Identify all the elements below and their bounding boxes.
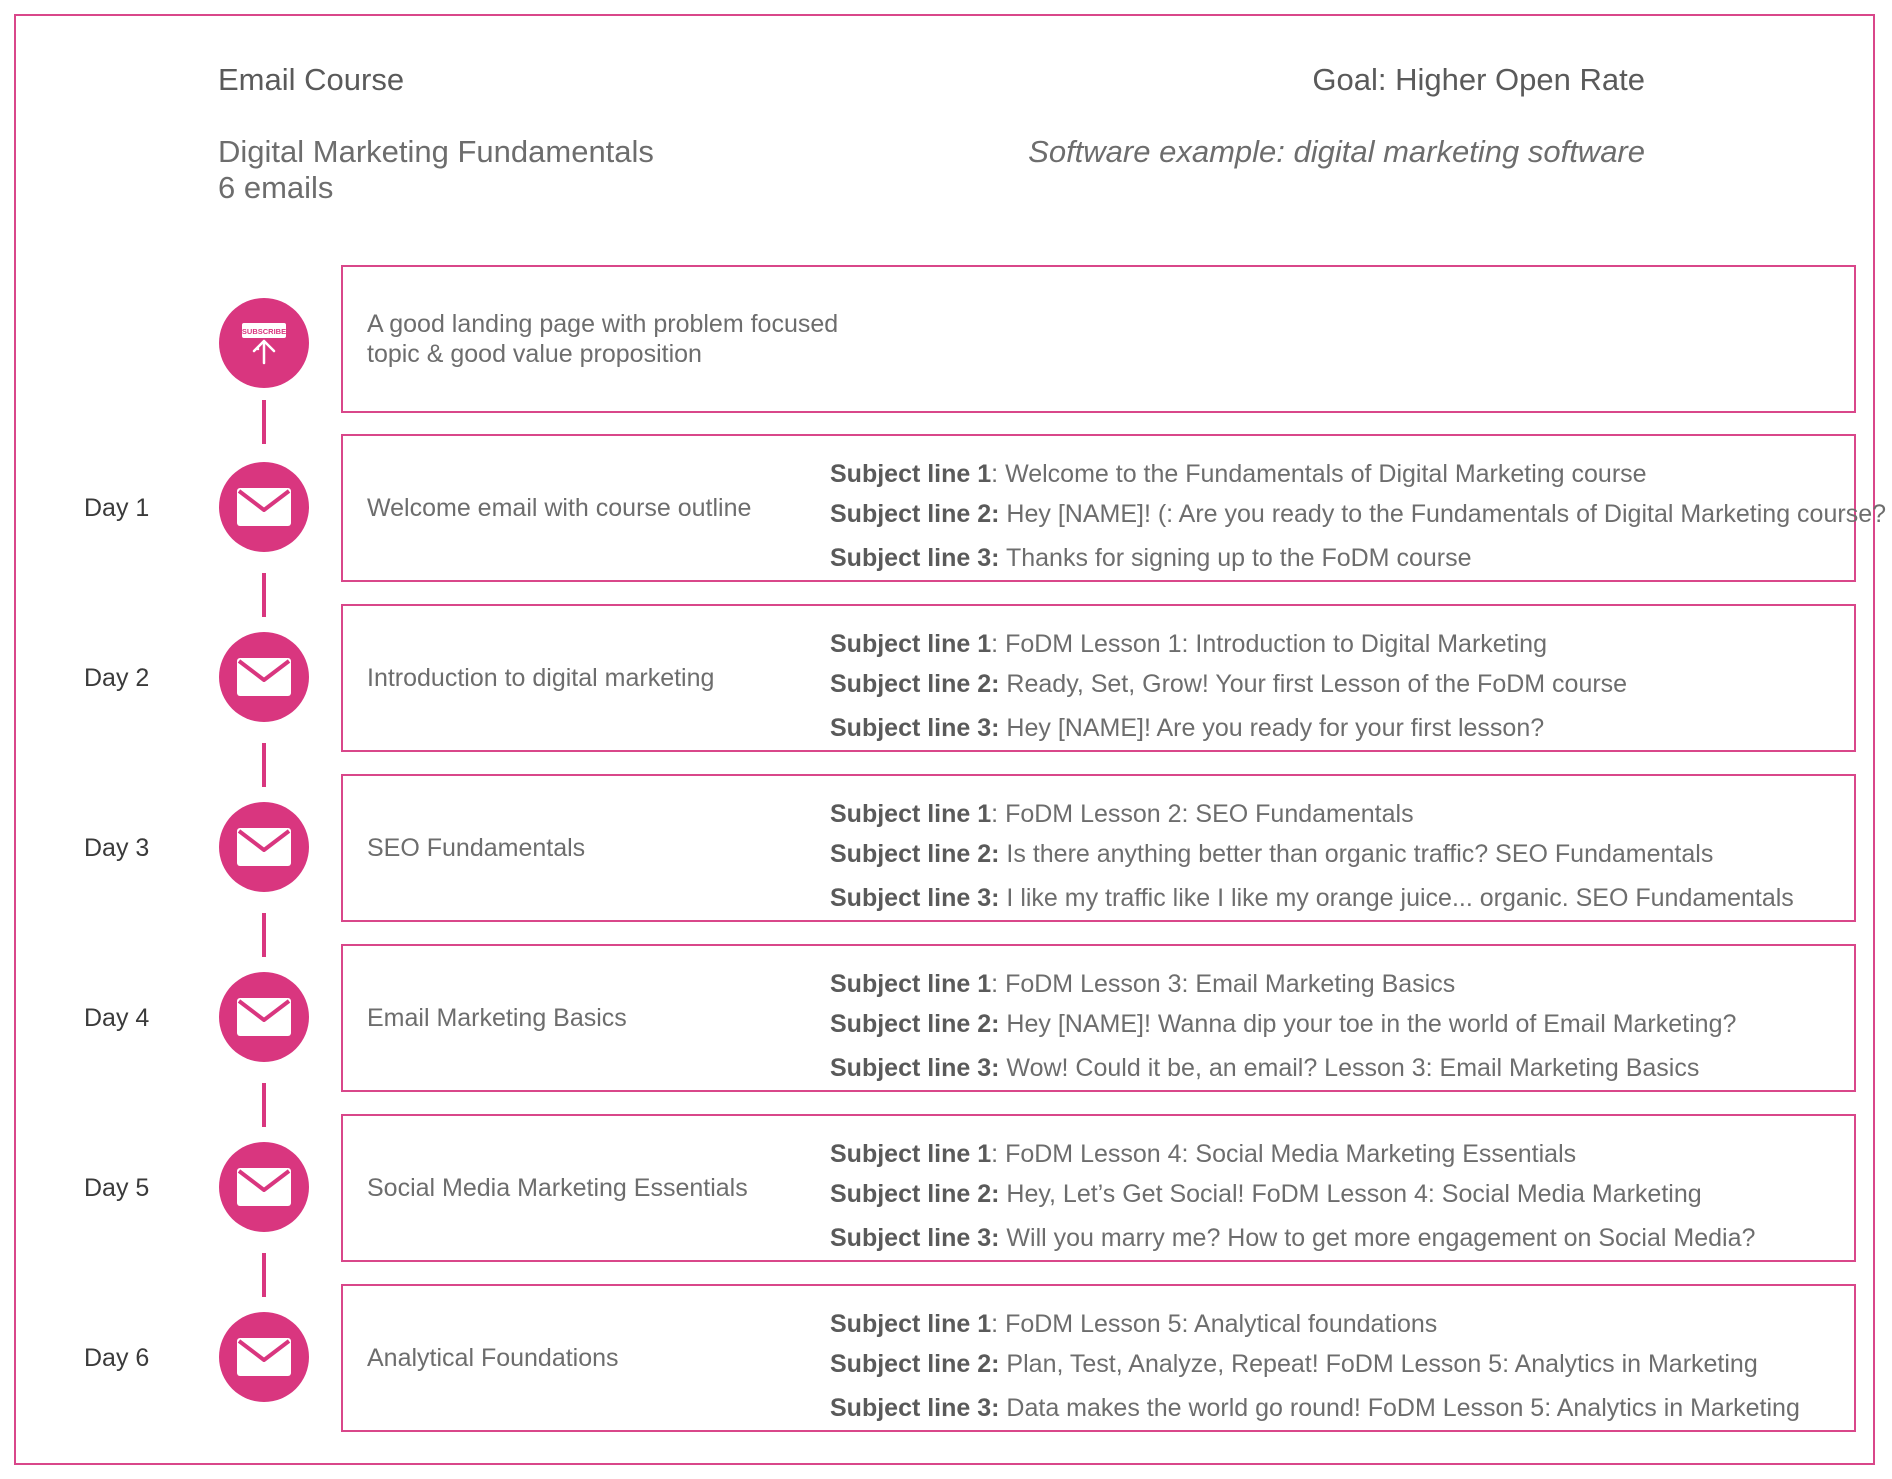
- course-name: Digital Marketing Fundamentals: [218, 134, 654, 169]
- subject-line-2-text: Hey, Let’s Get Social! FoDM Lesson 4: Social Media Marketing: [999, 1180, 1702, 1208]
- subject-lines: [830, 794, 1794, 918]
- envelope-icon: [219, 1312, 309, 1402]
- subject-line-2-text: Is there anything better than organic traffic? SEO Fundamentals: [999, 840, 1714, 868]
- subject-line-3: [830, 708, 1627, 748]
- subject-line-1-label: Subject line 1: [830, 630, 992, 658]
- subject-lines: [830, 454, 1886, 578]
- email-topic: Introduction to digital marketing: [367, 664, 715, 692]
- subject-line-1: [830, 624, 1627, 664]
- subject-line-2-label: Subject line 2:: [830, 1350, 1000, 1378]
- timeline-connector: [262, 573, 266, 617]
- timeline-connector: [262, 743, 266, 787]
- subject-line-3-text: Data makes the world go round! FoDM Lesson 5: Analytics in Marketing: [999, 1394, 1800, 1422]
- email-topic: Social Media Marketing Essentials: [367, 1174, 748, 1202]
- envelope-icon: [219, 462, 309, 552]
- subject-line-2: [830, 494, 1886, 534]
- subject-line-3-text: Thanks for signing up to the FoDM course: [999, 544, 1472, 572]
- subject-line-2-text: Hey [NAME]! (: Are you ready to the Fundamentals of Digital Marketing course?: [999, 500, 1886, 528]
- email-card: [341, 944, 1856, 1092]
- subject-line-1-label: Subject line 1: [830, 460, 992, 488]
- subject-line-2: [830, 834, 1794, 874]
- email-count: 6 emails: [218, 170, 334, 205]
- subject-line-2-text: Plan, Test, Analyze, Repeat! FoDM Lesson 5: Analytics in Marketing: [999, 1350, 1758, 1378]
- subject-line-2: [830, 1004, 1736, 1044]
- email-topic: SEO Fundamentals: [367, 834, 586, 862]
- envelope-icon: [219, 802, 309, 892]
- subject-line-3-text: Will you marry me? How to get more engagement on Social Media?: [999, 1224, 1756, 1252]
- subject-line-1-label: Subject line 1: [830, 800, 992, 828]
- subject-line-2-text: Ready, Set, Grow! Your first Lesson of the FoDM course: [999, 670, 1628, 698]
- subject-line-3: [830, 878, 1794, 918]
- subject-lines: [830, 1304, 1800, 1428]
- email-card: [341, 774, 1856, 922]
- subject-line-1-text: : FoDM Lesson 4: Social Media Marketing Essentials: [991, 1140, 1577, 1168]
- subscribe-icon: [219, 298, 309, 388]
- subject-line-3: [830, 1048, 1736, 1088]
- landing-page-card: [341, 265, 1856, 413]
- subject-line-3: [830, 1218, 1755, 1258]
- subject-line-1-label: Subject line 1: [830, 1140, 992, 1168]
- email-card: [341, 604, 1856, 752]
- day-label: Day 6: [84, 1344, 150, 1372]
- goal-label: Goal: Higher Open Rate: [1312, 62, 1645, 97]
- subject-line-1-label: Subject line 1: [830, 970, 992, 998]
- software-example: Software example: digital marketing software: [1028, 134, 1645, 169]
- subject-line-3-text: Wow! Could it be, an email? Lesson 3: Email Marketing Basics: [999, 1054, 1700, 1082]
- day-label: Day 5: [84, 1174, 150, 1202]
- subject-line-3-text: I like my traffic like I like my orange juice... organic. SEO Fundamentals: [999, 884, 1794, 912]
- subject-line-2-label: Subject line 2:: [830, 500, 1000, 528]
- subject-line-1: [830, 794, 1794, 834]
- email-topic: Analytical Foundations: [367, 1344, 619, 1372]
- subject-line-3-label: Subject line 3:: [830, 1394, 1000, 1422]
- subject-line-2-label: Subject line 2:: [830, 840, 1000, 868]
- timeline-connector: [262, 1253, 266, 1297]
- subject-line-3: [830, 538, 1886, 578]
- timeline-connector: [262, 1083, 266, 1127]
- envelope-icon: [219, 1142, 309, 1232]
- email-card: [341, 434, 1886, 582]
- subject-line-3-label: Subject line 3:: [830, 714, 1000, 742]
- subject-line-2-label: Subject line 2:: [830, 1010, 1000, 1038]
- day-label: Day 4: [84, 1004, 150, 1032]
- email-topic: Welcome email with course outline: [367, 494, 752, 522]
- subject-line-1-text: : FoDM Lesson 2: SEO Fundamentals: [991, 800, 1414, 828]
- landing-page-text: [367, 267, 838, 411]
- subject-line-3: [830, 1388, 1800, 1428]
- subject-line-3-label: Subject line 3:: [830, 884, 1000, 912]
- timeline-connector: [262, 400, 266, 444]
- subject-line-1-text: : Welcome to the Fundamentals of Digital Marketing course: [991, 460, 1647, 488]
- subject-line-3-text: Hey [NAME]! Are you ready for your first lesson?: [999, 714, 1545, 742]
- subject-line-1-text: : FoDM Lesson 1: Introduction to Digital Marketing: [991, 630, 1547, 658]
- subject-line-1: [830, 454, 1886, 494]
- subject-line-3-label: Subject line 3:: [830, 1054, 1000, 1082]
- subject-line-2-text: Hey [NAME]! Wanna dip your toe in the world of Email Marketing?: [999, 1010, 1737, 1038]
- subject-line-2-label: Subject line 2:: [830, 1180, 1000, 1208]
- subject-line-1: [830, 964, 1736, 1004]
- page-title: Email Course: [218, 62, 405, 97]
- subject-lines: [830, 624, 1627, 748]
- envelope-icon: [219, 632, 309, 722]
- subject-line-2: [830, 1344, 1800, 1384]
- subject-line-2: [830, 664, 1627, 704]
- subject-line-3-label: Subject line 3:: [830, 544, 1000, 572]
- subject-line-1-text: : FoDM Lesson 3: Email Marketing Basics: [991, 970, 1456, 998]
- landing-text-line-2: topic & good value proposition: [367, 340, 702, 368]
- subject-lines: [830, 1134, 1755, 1258]
- day-label: Day 2: [84, 664, 150, 692]
- email-topic: Email Marketing Basics: [367, 1004, 627, 1032]
- subject-line-1: [830, 1304, 1800, 1344]
- day-label: Day 1: [84, 494, 150, 522]
- timeline-connector: [262, 913, 266, 957]
- subject-line-1-text: : FoDM Lesson 5: Analytical foundations: [991, 1310, 1438, 1338]
- subject-lines: [830, 964, 1736, 1088]
- subject-line-2-label: Subject line 2:: [830, 670, 1000, 698]
- day-label: Day 3: [84, 834, 150, 862]
- email-card: [341, 1114, 1856, 1262]
- subject-line-1: [830, 1134, 1755, 1174]
- subscribe-icon-label: SUBSCRIBE: [241, 327, 287, 336]
- envelope-icon: [219, 972, 309, 1062]
- subject-line-3-label: Subject line 3:: [830, 1224, 1000, 1252]
- subject-line-1-label: Subject line 1: [830, 1310, 992, 1338]
- landing-text-line-1: A good landing page with problem focused: [367, 310, 839, 338]
- subject-line-2: [830, 1174, 1755, 1214]
- email-card: [341, 1284, 1856, 1432]
